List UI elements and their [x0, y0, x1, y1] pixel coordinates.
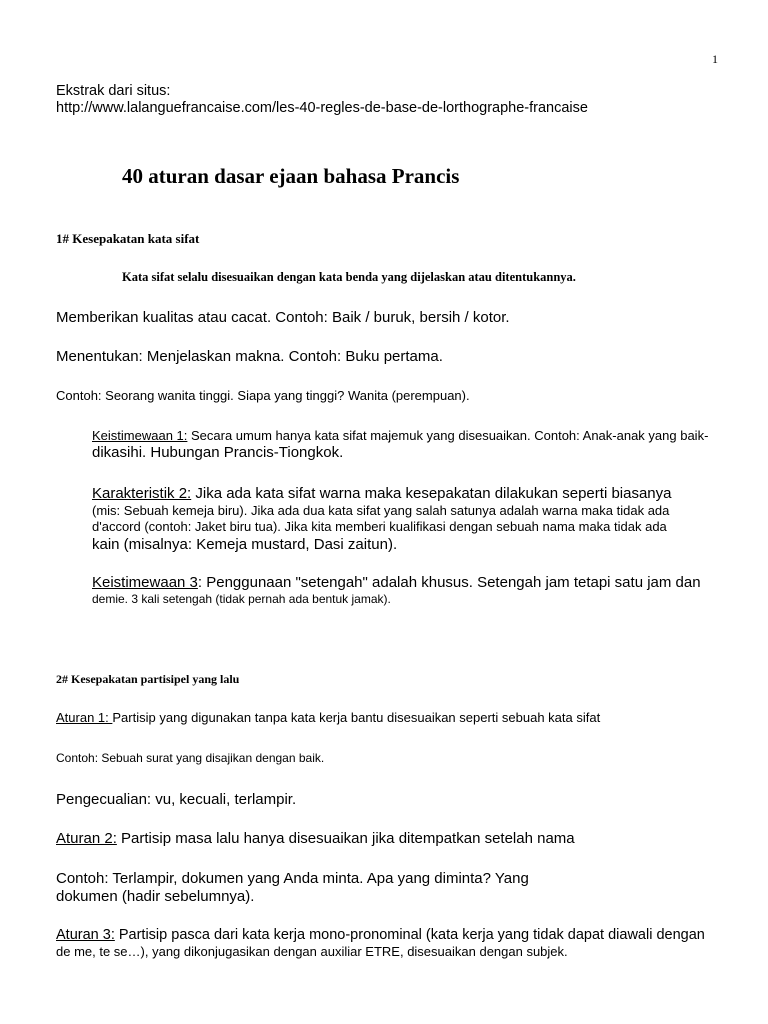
special-case-1: [92, 428, 708, 462]
rule-3-text: Partisip pasca dari kata kerja mono-pronominal (kata kerja yang tidak dapat diawali dengan: [114, 927, 705, 943]
special-case-3-label: Keistimewaan 3: [92, 574, 198, 591]
rule-1-label: Aturan 1:: [56, 710, 113, 725]
rule-3: [56, 927, 705, 960]
special-case-1-label: Keistimewaan 1:: [92, 428, 188, 443]
characteristic-2-label: Karakteristik 2:: [92, 485, 192, 502]
rule-2-example-line-2: dokumen (hadir sebelumnya).: [56, 888, 255, 905]
paragraph-example: Contoh: Seorang wanita tinggi. Siapa yang tinggi? Wanita (perempuan).: [56, 388, 470, 403]
rule-2-example: [56, 870, 529, 906]
source-label: Ekstrak dari situs:: [56, 83, 171, 99]
rule-1-text: Partisip yang digunakan tanpa kata kerja bantu disesuaikan seperti sebuah kata sifat: [112, 710, 601, 725]
rule-3-line-2: de me, te se…), yang dikonjugasikan dengan auxiliar ETRE, disesuaikan dengan subjek.: [56, 944, 568, 959]
characteristic-2-line-4: kain (misalnya: Kemeja mustard, Dasi zaitun).: [92, 536, 398, 553]
characteristic-2-line-3: d'accord (contoh: Jaket biru tua). Jika kita memberi kualifikasi dengan sebuah nama maka tidak ada: [92, 519, 667, 534]
special-case-1-text-cont: dikasihi. Hubungan Prancis-Tiongkok.: [92, 444, 344, 461]
special-case-1-text: Secara umum hanya kata sifat majemuk yang disesuaikan. Contoh: Anak-anak yang baik-: [187, 428, 709, 443]
exception-line: Pengecualian: vu, kecuali, terlampir.: [56, 791, 297, 808]
characteristic-2: [92, 485, 671, 554]
characteristic-2-text: Jika ada kata sifat warna maka kesepakatan dilakukan seperti biasanya: [191, 485, 672, 502]
special-case-3: [92, 574, 701, 607]
rule-1-example: Contoh: Sebuah surat yang disajikan dengan baik.: [56, 751, 325, 765]
rule-3-label: Aturan 3:: [56, 927, 115, 943]
document-title: 40 aturan dasar ejaan bahasa Prancis: [122, 164, 460, 188]
rule-2-example-line-1: Contoh: Terlampir, dokumen yang Anda minta. Apa yang diminta? Yang: [56, 870, 529, 887]
source-url: http://www.lalanguefrancaise.com/les-40-regles-de-base-de-lorthographe-francaise: [56, 100, 588, 116]
section-1-heading: 1# Kesepakatan kata sifat: [56, 231, 200, 246]
page-number: 1: [712, 52, 718, 66]
characteristic-2-line-2: (mis: Sebuah kemeja biru). Jika ada dua kata sifat yang salah satunya adalah warna maka tidak ada: [92, 503, 670, 518]
paragraph-qualities: Memberikan kualitas atau cacat. Contoh: Baik / buruk, bersih / kotor.: [56, 309, 510, 326]
source-note: [56, 83, 588, 117]
paragraph-determine: Menentukan: Menjelaskan makna. Contoh: Buku pertama.: [56, 348, 443, 365]
section-1-lead: Kata sifat selalu disesuaikan dengan kata benda yang dijelaskan atau ditentukannya.: [122, 270, 576, 284]
rule-2-label: Aturan 2:: [56, 830, 117, 847]
section-2-heading: 2# Kesepakatan partisipel yang lalu: [56, 672, 240, 686]
rule-1: [56, 710, 600, 725]
rule-2-text: Partisip masa lalu hanya disesuaikan jika ditempatkan setelah nama: [116, 830, 575, 847]
special-case-3-text: : Penggunaan "setengah" adalah khusus. Setengah jam tetapi satu jam dan: [197, 574, 701, 591]
special-case-3-line-2: demie. 3 kali setengah (tidak pernah ada bentuk jamak).: [92, 592, 391, 606]
rule-2: [56, 830, 575, 847]
